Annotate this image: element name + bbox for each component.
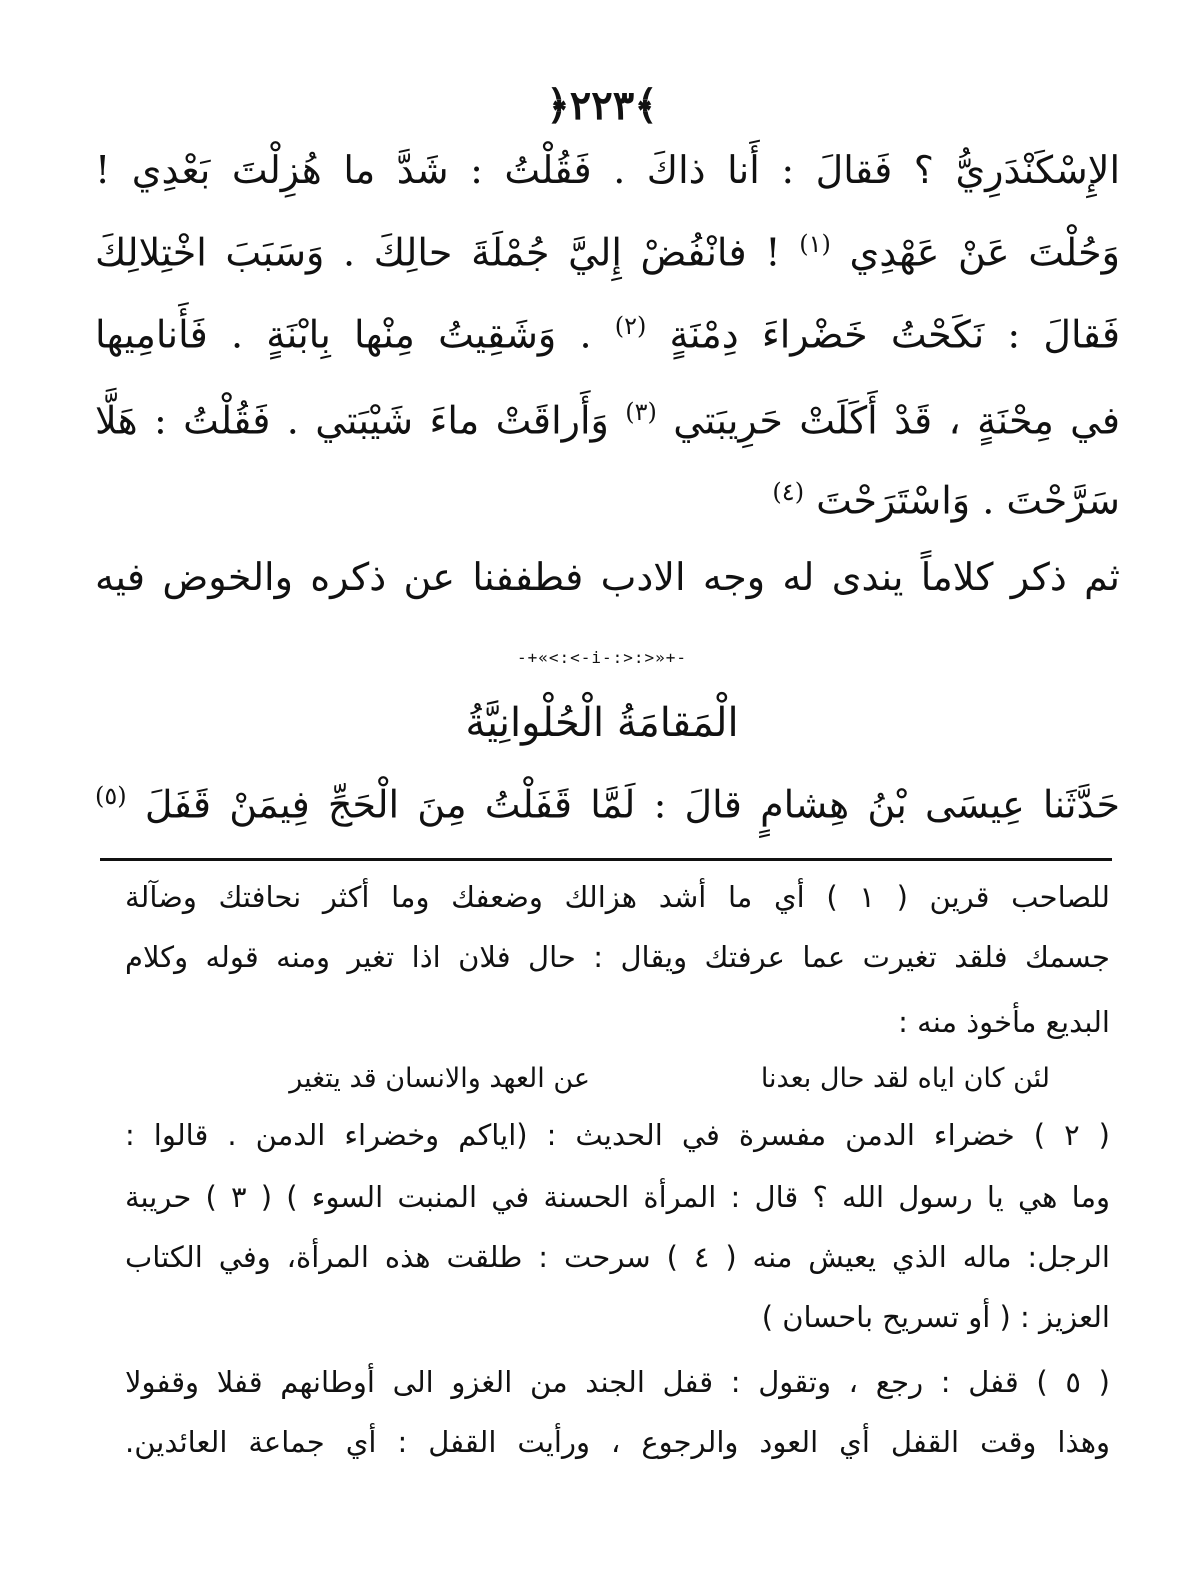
- text-line-4-start: في مِحْنَةٍ ، قَدْ أَكَلَتْ حَرِيبَتي: [673, 398, 1121, 443]
- section-heading: الْمَقامَةُ الْحُلْوانِيَّةُ: [465, 700, 739, 746]
- opening-text: حَدَّثَنا عِيسَى بْنُ هِشامٍ قالَ : لَمَّا قَفَلْتُ مِنَ الْحَجِّ فِيمَنْ قَفَلَ: [144, 782, 1120, 827]
- footnote-marker-2: (٢): [614, 312, 647, 340]
- text-line-3: [95, 312, 1120, 357]
- text-line-6: ثم ذكر كلاماً يندى له وجه الادب فطففنا عن ذكره والخوض فيه: [95, 555, 1120, 599]
- footnote-marker-5: (٥): [95, 782, 127, 810]
- text-line-5-start: سَرَّحْتَ . وَاسْتَرَحْتَ: [816, 478, 1120, 523]
- footnote-marker-3: (٣): [625, 398, 657, 426]
- opening-line: [95, 782, 1120, 827]
- footnote-line-2: جسمك فلقد تغيرت عما عرفتك ويقال : حال فلان اذا تغير ومنه قوله وكلام: [125, 940, 1110, 974]
- page-number: ﴿٢٢٣﴾: [546, 82, 658, 129]
- footnote-line-5: وما هي يا رسول الله ؟ قال : المرأة الحسنة في المنبت السوء ) ( ٣ ) حريبة: [125, 1180, 1110, 1214]
- text-line-3-start: فَقالَ : نَكَحْتُ خَضْراءَ دِمْنَةٍ: [669, 312, 1120, 357]
- text-line-4-end: وَأَراقَتْ ماءَ شَيْبَتي . فَقُلْتُ : هَلَّا: [95, 398, 609, 443]
- verse-hemistich-2: عن العهد والانسان قد يتغير: [289, 1063, 590, 1094]
- footnote-marker-4: (٤): [772, 478, 805, 506]
- footnote-line-3: البديع مأخوذ منه :: [898, 1005, 1110, 1039]
- text-line-4: [95, 398, 1120, 443]
- text-line-2-start: وَحُلْتَ عَنْ عَهْدِي: [849, 230, 1120, 275]
- text-line-1: الإِسْكَنْدَرِيُّ ؟ فَقالَ : أَنا ذاكَ . فَقُلْتُ : شَدَّ ما هُزِلْتَ بَعْدِي !: [95, 148, 1120, 192]
- footnote-line-4: ( ٢ ) خضراء الدمن مفسرة في الحديث : (اياكم وخضراء الدمن . قالوا :: [125, 1118, 1110, 1152]
- footnote-line-7: العزيز : ( أو تسريح باحسان ): [761, 1300, 1110, 1334]
- text-line-2-end: ! فانْفُضْ إِليَّ جُمْلَةَ حالِكَ . وَسَبَبَ اخْتِلالِكَ: [95, 230, 781, 275]
- footnote-separator: [100, 858, 1112, 861]
- footnote-line-8: ( ٥ ) قفل : رجع ، وتقول : قفل الجند من الغزو الى أوطانهم قفلا وقفولا: [125, 1365, 1110, 1399]
- footnote-line-6: الرجل: ماله الذي يعيش منه ( ٤ ) سرحت : طلقت هذه المرأة، وفي الكتاب: [125, 1240, 1110, 1274]
- text-line-2: [95, 230, 1120, 275]
- footnote-line-9: وهذا وقت القفل أي العود والرجوع ، ورأيت القفل : أي جماعة العائدين.: [125, 1425, 1110, 1459]
- verse-hemistich-1: لئن كان اياه لقد حال بعدنا: [760, 1063, 1050, 1094]
- text-line-3-end: . وَشَقِيتُ مِنْها بِابْنَةٍ . فَأَنامِيها: [95, 312, 592, 357]
- footnote-marker-1: (١): [799, 230, 831, 258]
- footnote-line-1: للصاحب قرين ( ١ ) أي ما أشد هزالك وضعفك وما أكثر نحافتك وضآلة: [125, 880, 1111, 914]
- section-divider: -+«<:<-i-:>:>»+-: [516, 648, 688, 667]
- text-line-5: [95, 478, 1120, 523]
